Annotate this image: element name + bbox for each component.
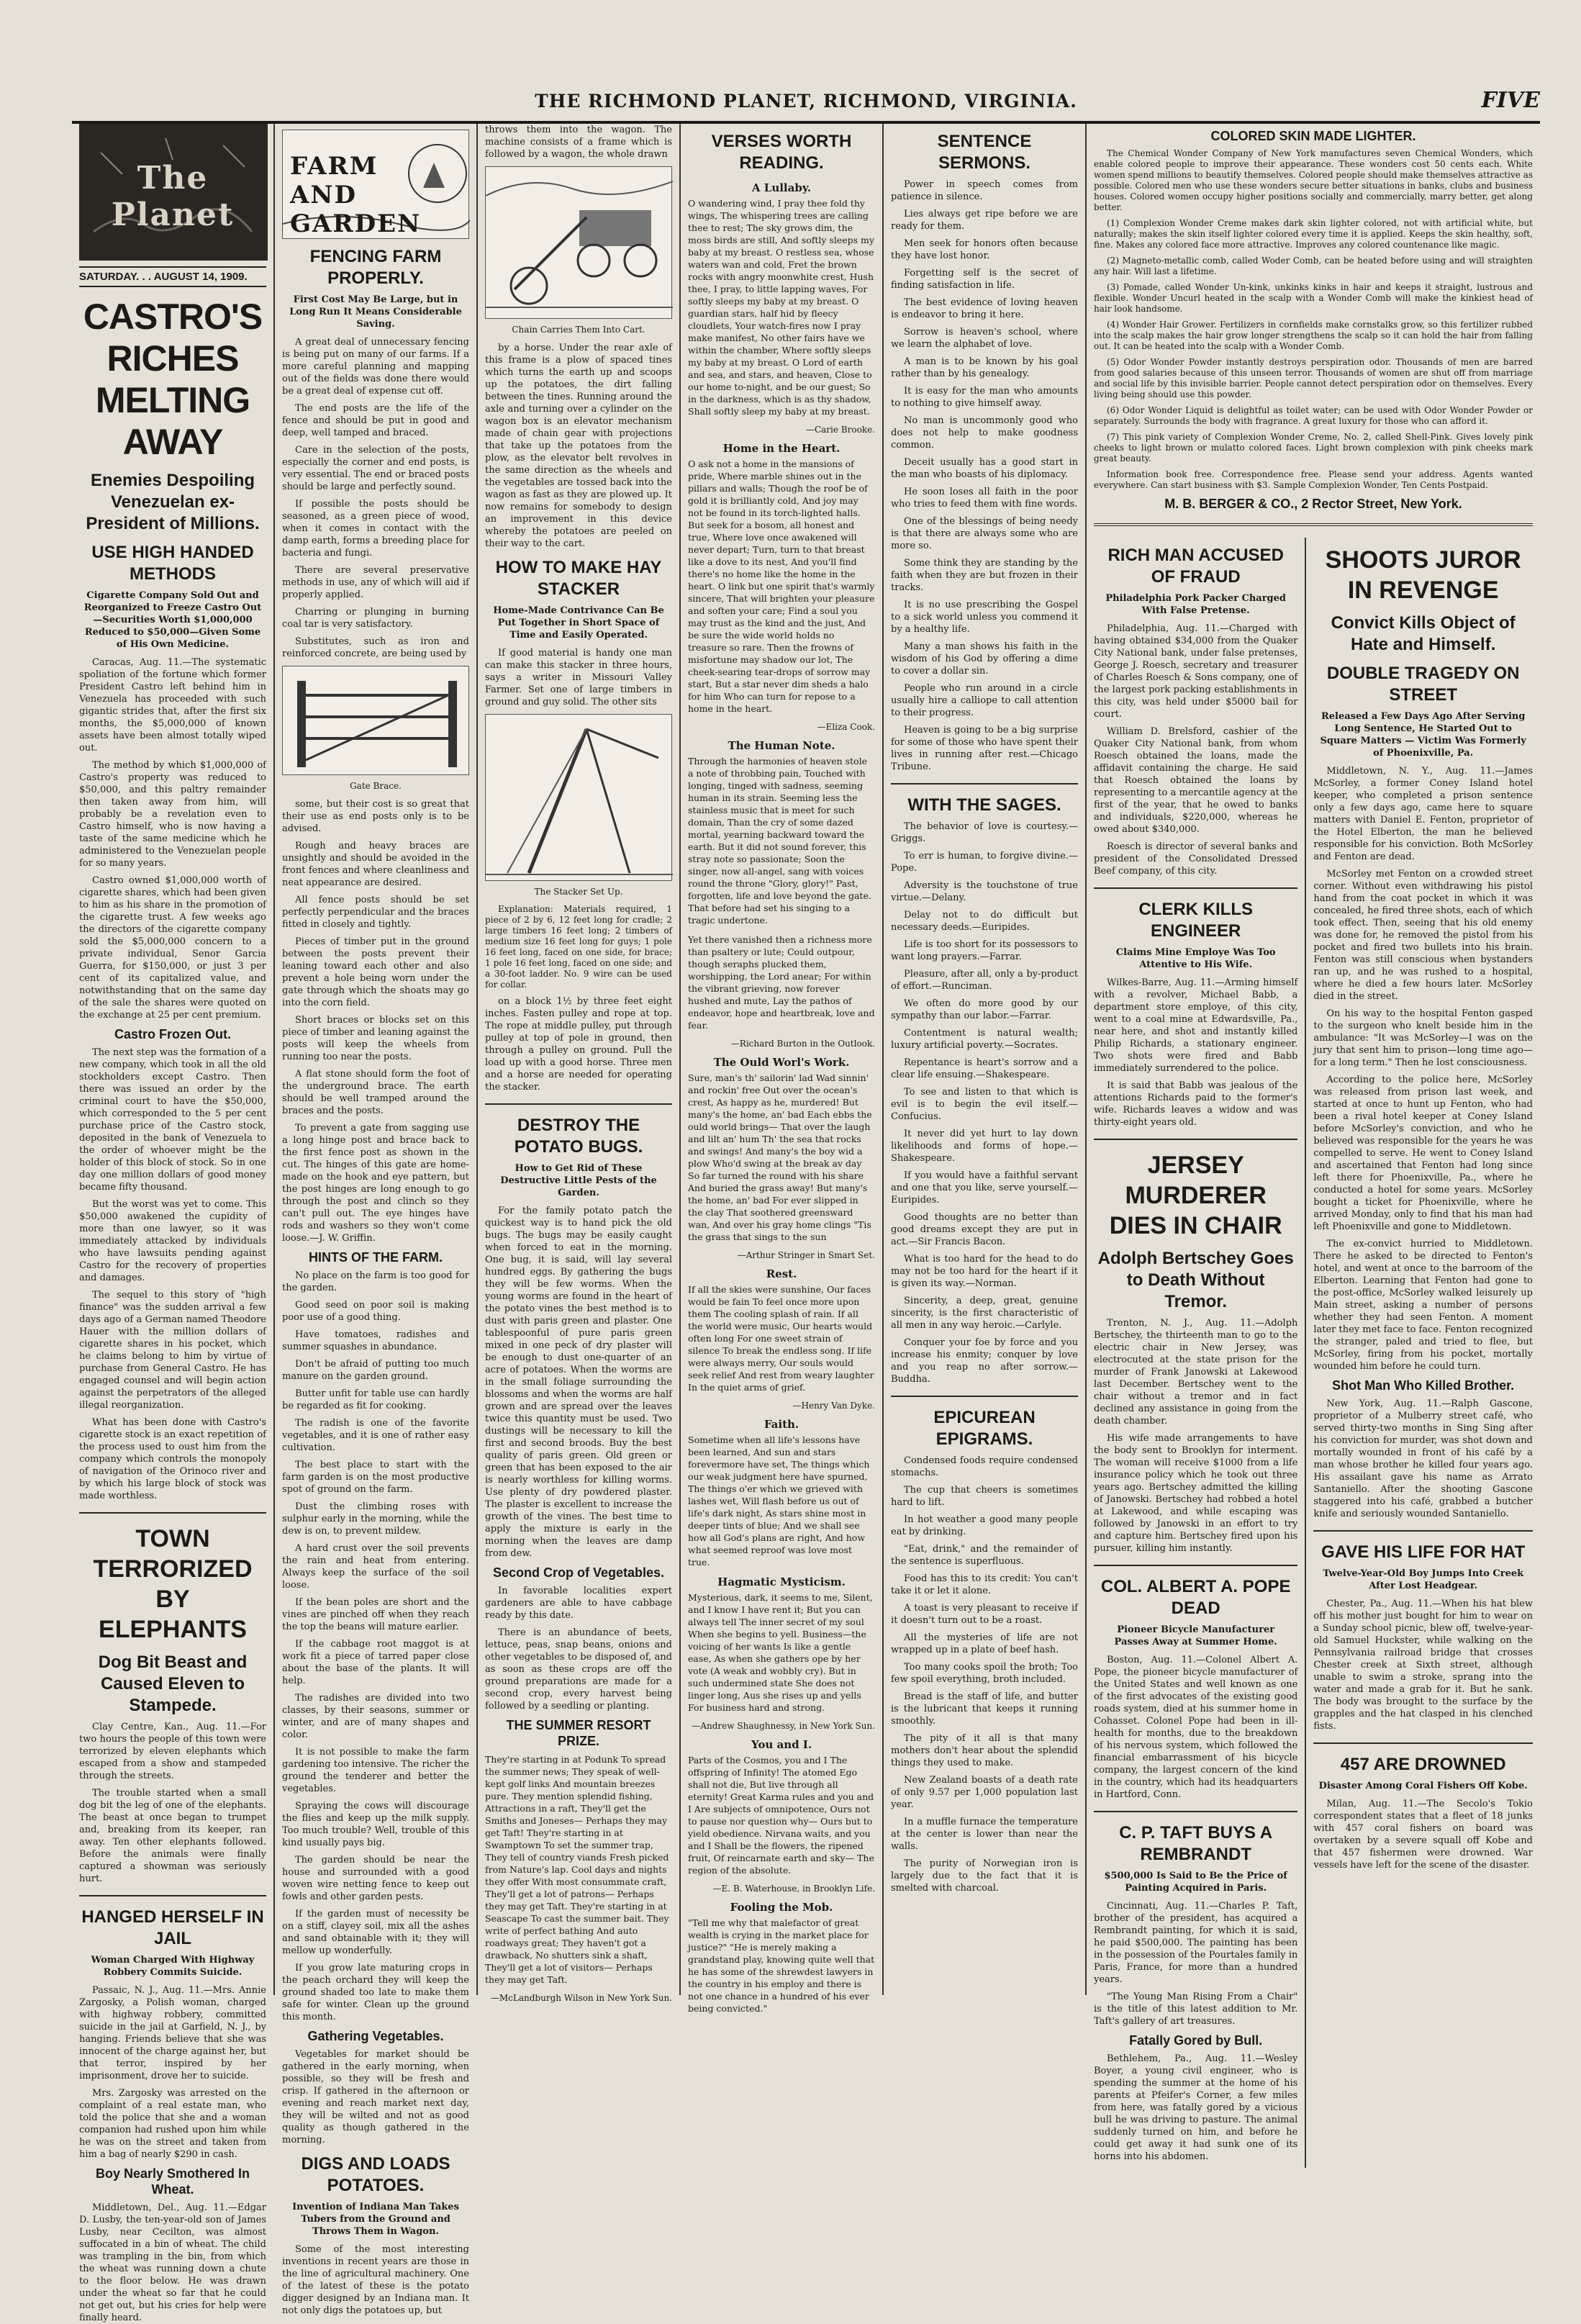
headline-verses: VERSES WORTH READING.	[711, 132, 852, 173]
article-paragraph: Spraying the cows will discourage the flies and keep up the milk supply. Too much trouble? Well, trouble of this kind usually pays big.	[282, 1801, 469, 1848]
sermon-item: Some think they are standing by the faith when they are but frozen in their tracks.	[891, 558, 1078, 593]
subhead-jail: Woman Charged With Highway Robbery Commits Suicide.	[91, 1955, 255, 1978]
article-paragraph: McSorley met Fenton on a crowded street corner. Without even withdrawing his pistol hand from the coat pocket in which it was concealed, he fired three shots, each of which took effect. Then, seeing that his old enemy was done for, he removed the pistol from his pocket and fired two bullets into his brain. Fenton was still conscious when bystanders ran up, and he was rushed to a hospital, where he died a few hours later. McSorley died in the street.	[1313, 869, 1533, 1002]
poem-signature: —Henry Van Dyke.	[792, 1401, 875, 1411]
column-3	[478, 124, 681, 2003]
headline-drowned: 457 ARE DROWNED	[1340, 1755, 1506, 1774]
subhead-clerk: Claims Mine Employe Was Too Attentive to His Wife.	[1115, 947, 1276, 970]
column-6	[1087, 124, 1540, 2162]
subhead-jersey: Adolph Bertschey Goes to Death Without Tremor.	[1097, 1249, 1294, 1311]
epigram-item: The purity of Norwegian iron is largely due to the fact that it is smelted with charcoal.	[891, 1858, 1078, 1894]
epigram-item: Bread is the staff of life, and butter is the lubricant that keeps it running smoothly.	[891, 1691, 1078, 1727]
column-6a	[1094, 538, 1306, 2168]
article-paragraph: What has been done with Castro's cigarette stock is an exact repetition of the process used to oust him from the company which controls the monopoly of navigation of the Orinoco river and by which his large block of stock was made worthless.	[79, 1417, 266, 1501]
article-paragraph: by a horse. Under the rear axle of this frame is a plow of spaced tines which turns the earth up and scoops up the potatoes, the dirt falling between the tines. Running around the axle and turning over a cylinder on the wagon box is an elevator mechanism made of chain gear with projections that take up the potatoes from the plow, as the elevator belt revolves in the same direction as the wheels and the vegetables are tossed back into the wagon as fast as they are plowed up. It now remains for somebody to design an improvement in this device whereby the potatoes are peeled on their way to the cart.	[485, 343, 672, 549]
article-paragraph: Some of the most interesting inventions in recent years are those in the line of agricultural machinery. One of the latest of these is the potato digger designed by an Indiana man. It not only digs the potatoes up, but	[282, 2244, 469, 2316]
headline-epigrams: EPICUREAN EPIGRAMS.	[933, 1408, 1036, 1449]
issue-date: SATURDAY. . . AUGUST 14, 1909.	[79, 266, 266, 287]
poem-body: O ask not a home in the mansions of pride, Where marble shines out in the pillars and walls; Though the roof be of gold it is brilliantly cold, And joy may not be found in its torch-lighted halls. But seek for a bosom, all honest and true, Where love once awakened will never depart; Turn, turn to that breast like a dove to its nest, And you'll find there's no home like the home in the heart. O link but one spirit that's warmly sincere, That will brighten your pleasure and soften your care; Find a soul you may trust as the kind and the just, And be sure the wide world holds no treasure so rare. Then the frowns of misfortune may shadow our lot, The cheek-searing tear-drops of sorrow may start, But a star never dim sheds a halo for him Who can turn for repose to a home in the heart.	[688, 458, 875, 714]
epigram-item: The cup that cheers is sometimes hard to lift.	[891, 1485, 1078, 1508]
sermon-item: Sorrow is heaven's school, where we learn the alphabet of love.	[891, 327, 1078, 350]
subhead-potato-bugs: How to Get Rid of These Destructive Little Pests of the Garden.	[500, 1163, 657, 1198]
poem-signature: —Arthur Stringer in Smart Set.	[737, 1250, 875, 1260]
article-paragraph: Clay Centre, Kan., Aug. 11.—For two hours the people of this town were terrorized by eleven elephants which escaped from a show and stampeded through the streets.	[79, 1722, 266, 1781]
divider	[1094, 1565, 1297, 1566]
epigram-item: In hot weather a good many people eat by drinking.	[891, 1514, 1078, 1537]
article-paragraph: William D. Brelsford, cashier of the Quaker City National bank, from whom Roesch obtained the loans, made the affidavit containing the charge. He said that Roesch obtained the loans by representing to a mercantile agency at the first of the year, that he owed to banks and individuals, $220,000, whereas he owed about $340,000.	[1094, 726, 1298, 835]
subhead-drowned: Disaster Among Coral Fishers Off Kobe.	[1318, 1781, 1528, 1791]
article-paragraph: To prevent a gate from sagging use a long hinge post and brace back to the first fence post as shown in the cut. The hinges of this gate are home-made on the hook and eye pattern, but the post hinges are long enough to go through the post and clinch so they can't pull out. The eye hinges have rods and washers so they won't come loose.—J. W. Griffin.	[282, 1123, 469, 1244]
article-paragraph: Cincinnati, Aug. 11.—Charles P. Taft, brother of the president, has acquired a Rembrandt painting, for which it is said, he paid $500,000. The painting has been in the possession of the Pourtales family in Paris, France, for more than a hundred years.	[1094, 1901, 1298, 1985]
poem-title: The Ould Worl's Work.	[713, 1056, 850, 1069]
poem-title: Fooling the Mob.	[730, 1901, 833, 1914]
article-paragraph: Substitutes, such as iron and reinforced concrete, are being used by	[282, 636, 469, 659]
headline-taft: C. P. TAFT BUYS A REMBRANDT	[1119, 1823, 1273, 1864]
article-paragraph: The trouble started when a small dog bit the leg of one of the elephants. The beast at once began to trumpet and, breaking from its keeper, ran away. Ten other elephants followed. Before the animals were finally captured a showman was seriously hurt.	[79, 1788, 266, 1884]
poem-title: Rest.	[766, 1267, 797, 1280]
subhead-fraud: Philadelphia Pork Packer Charged With False Pretense.	[1105, 593, 1287, 616]
epigram-list	[891, 1455, 1078, 1894]
epigram-item: A toast is very pleasant to receive if it doesn't turn out to be a roast.	[891, 1603, 1078, 1626]
potato-digger-illustration	[485, 166, 672, 319]
epigram-item: In a muffle furnace the temperature at the center is lower than near the walls.	[891, 1817, 1078, 1852]
poem-title: Hagmatic Mysticism.	[717, 1575, 846, 1588]
poem-signature: —Carie Brooke.	[805, 425, 875, 435]
headline-elephants: TOWN TERRORIZED BY ELEPHANTS	[93, 1525, 253, 1643]
article-paragraph: The next step was the formation of a new company, which took in all the old stockholders except Castro. Then there was issued an order by the criminal court to have the $50,000, which corresponded to the 5 per cent purchase price of the Castro stock, deposited in the bank of Venezuela to the order of whoever might be the holder of this block of stock. So in one day one million dollars of good money became fifty thousand.	[79, 1047, 266, 1193]
poem-body: "Tell me why that malefactor of great wealth is crying in the market place for justice?" "He is merely making a grandstand play, knowing quite well that he has some of the shrewdest lawyers in the country in his employ and there is not one chance in a hundred of his ever being convicted."	[688, 1917, 875, 2014]
article-paragraph: It is not possible to make the farm gardening too intensive. The richer the ground the tenderer and better the vegetables.	[282, 1747, 469, 1794]
epigram-item: New Zealand boasts of a death rate of only 9.57 per 1,000 population last year.	[891, 1775, 1078, 1810]
article-paragraph: Explanation: Materials required, 1 piece of 2 by 6, 12 feet long for cradle; 2 large timbers 16 feet long; 2 timbers of medium size 16 feet long for guys; 1 pole 16 feet long, faced on one side, for brace; 1 pole 16 feet long, faced on one side; and a 30-foot ladder. No. 9 wire can be used for collar.	[485, 904, 672, 990]
column-6b	[1306, 538, 1533, 2168]
poem-body: Sure, man's th' sailorin' lad Wad sinnin' and rockin' free Out over the ocean's crest, As happy as he, murdered! But many's the home, an' bad Each ebbs the ould world brings— That over the laugh and lilt an' hum Th' the sea that rocks and swings! And many's the boy wid a plow Who'd swing at the break av day So far turned the round with his share And buried the grass away! But many's the home, an' bad For ever slipped in the clay That soothered greensward wan, And over his gray home clings "Tis the grass that sings to the sun	[688, 1072, 872, 1242]
ad-item: (1) Complexion Wonder Creme makes dark skin lighter colored, not with artificial white, but naturally; makes the skin itself lighter colored every time it is applied. Keeps the skin healthy, soft, fine. Makes any colored face more attractive. Improves any colored countenance like magic.	[1094, 218, 1533, 250]
headline-sentence-sermons: SENTENCE SERMONS.	[937, 132, 1032, 173]
divider	[1094, 523, 1533, 526]
article-paragraph: Vegetables for market should be gathered in the early morning, when possible, so they will be fresh and crisp. If gathered in the afternoon or evening and reach market next day, they will be wilted and not as good quality as though gathered in the morning.	[282, 2049, 469, 2146]
article-paragraph: New York, Aug. 11.—Ralph Gascone, proprietor of a Mulberry street café, who served thirty-two months in Sing Sing after his conviction for murder, was shot down and mortally wounded in front of his café by a man whose brother he killed four years ago. His assailant gave his name as Arrato Santaniello. After the shooting Gascone staggered into his café, grabbed a butcher knife and seriously wounded Santaniello.	[1313, 1398, 1533, 1519]
article-paragraph: No place on the farm is too good for the garden.	[282, 1270, 469, 1293]
sermon-item: Forgetting self is the secret of finding satisfaction in life.	[891, 268, 1078, 291]
article-paragraph: Butter unfit for table use can hardly be regarded as fit for cooking.	[282, 1388, 469, 1411]
sages-list	[891, 820, 1078, 1385]
article-paragraph: "The Young Man Rising From a Chair" is the title of this latest addition to Mr. Taft's gallery of art treasures.	[1094, 1991, 1298, 2027]
epigram-item: Condensed foods require condensed stomachs.	[891, 1455, 1078, 1478]
epigram-item: The pity of it all is that many mothers don't hear about the splendid things they used to make.	[891, 1733, 1078, 1768]
sermon-item: Many a man shows his faith in the wisdom of his God by offering a dime to cover a dollar sin.	[891, 641, 1078, 677]
article-paragraph: His wife made arrangements to have the body sent to Brooklyn for interment. The woman will receive $1000 from a life insurance policy which he took out three years ago. Bertschey admitted the killing of Janowski. Bertschey had robbed a hotel at Lakewood, and while escaping was followed by Janowski in an effort to try and capture him. Bertschey fired upon his pursuer, killing him instantly.	[1094, 1433, 1298, 1554]
poem-body: Mysterious, dark, it seems to me, Silent, and I know I have rent it; But you can always tell The inner secret of my soul When she begins to yell. Business—the voicing of her wants Is like a gentle ease, As when she gathers ope by her vote (A weak and wobbly cry). But in such undermined state She does not linger long, Aus she rises up and yells For business hard and strong.	[688, 1592, 873, 1713]
poem-body: O wandering wind, I pray thee fold thy wings, The whispering trees are calling thee to rest; The sky grows dim, the moss birds are still, And softly sleeps my baby at my breast. O restless sea, whose waters wan and cold, Fret the brown rocks with angry moonwhite crest, Hush thee, I pray, to little lapping waves, For softly sleeps my baby at my breast. O guardian stars, half hid by fleecy cloudlets, Your watch-fires now I pray make manifest, No other fairs have we within the chamber, Where softly sleeps my baby at my breast. O Lord of earth and sea, and stars, and heaven, Close to our home to-night, and be our guest; So in the darkness, which is as thy shadow, Shall softly sleep my baby at my breast.	[688, 198, 874, 417]
divider	[1094, 887, 1297, 889]
article-paragraph: Middletown, Del., Aug. 11.—Edgar D. Lusby, the ten-year-old son of James Lusby, near Cecilton, was almost suffocated in a bin of wheat. The child was trampling in the bin, from which the wheat was running down a chute to the floor below. He was drawn under the wheat so far that he could not get out, but his cries for help were finally heard.	[79, 2202, 266, 2323]
ad-headline: COLORED SKIN MADE LIGHTER.	[1210, 129, 1416, 143]
sermon-item: The best evidence of loving heaven is endeavor to bring it here.	[891, 297, 1078, 320]
article-paragraph: A flat stone should form the foot of the underground brace. The earth should be well tramped around the braces and the posts.	[282, 1069, 469, 1116]
potato-digger-icon	[486, 167, 673, 318]
article-paragraph: Short braces or blocks set on this piece of timber and leaning against the posts will keep the wheels from running too near the posts.	[282, 1015, 469, 1062]
column-1	[72, 124, 275, 2323]
poem-signature: —Eliza Cook.	[817, 722, 875, 732]
sage-quote: To err is human, to forgive divine.—Pope.	[891, 851, 1078, 874]
sage-quote: Contentment is natural wealth; luxury artificial poverty.—Socrates.	[891, 1028, 1078, 1051]
article-paragraph: Don't be afraid of putting too much manure on the garden ground.	[282, 1359, 469, 1382]
article-paragraph: According to the police here, McSorley was released from prison last week, and started at once to hunt up Fenton, who had been a rival hotel keeper at Coney Island before McSorley's conviction, and who he believed was responsible for the years he was compelled to serve. He went to Coney Island and ascertained that Fenton had long since left there for Phoenixville, Pa., where he conducted a hotel for some years. McSorley bought a ticket for Phoenixville, where he arrived Monday, only to find that his man had left Phoenixville and gone to Middletown.	[1313, 1075, 1533, 1232]
divider	[1313, 1742, 1533, 1744]
sage-quote: Good thoughts are no better than good dreams except they are put in act.—Sir Francis Bacon.	[891, 1212, 1078, 1247]
divider	[1094, 1139, 1297, 1140]
sage-quote: To see and listen to that which is evil is to begin the evil itself.—Confucius.	[891, 1087, 1078, 1122]
caption: Chain Carries Them Into Cart.	[512, 325, 645, 335]
sermon-item: No man is uncommonly good who does not help to make goodness common.	[891, 415, 1078, 451]
ad-item: (4) Wonder Hair Grower. Fertilizers in cornfields make cornstalks grow, so this fertilizer rubbed into the scalp makes the hair grow longer strengthens the scalp so it can hold the hair from falling out. It can be heated into the scalp with a Wonder Comb.	[1094, 320, 1533, 351]
subhead-potatoes: Invention of Indiana Man Takes Tubers from the Ground and Throws Them in Wagon.	[292, 2202, 459, 2237]
headline-jersey: JERSEY MURDERER DIES IN CHAIR	[1109, 1152, 1282, 1239]
column-2	[275, 124, 478, 2316]
subhead-hay-stacker: Home-Made Contrivance Can Be Put Together in Short Space of Time and Easily Operated.	[493, 605, 664, 641]
poem-title: You and I.	[751, 1738, 812, 1751]
article-paragraph: A great deal of unnecessary fencing is being put on many of our farms. If a more careful planning and mapping out of the fields was done there would be a great deal of expense cut off.	[282, 337, 469, 397]
planet-logo	[79, 124, 266, 261]
article-paragraph: Passaic, N. J., Aug. 11.—Mrs. Annie Zargosky, a Polish woman, charged with highway robbery, committed suicide in the jail at Garfield, N. J., by hanging. Friends believe that she was innocent of the charge against her, but that terror, inspired by her imprisonment, drove her to suicide.	[79, 1985, 266, 2081]
article-paragraph: The end posts are the life of the fence and should be put in good and deep, well tamped and braced.	[282, 403, 469, 438]
farm-garden-title: FARM AND GARDEN	[290, 152, 422, 238]
sermon-item: Lies always get ripe before we are ready for them.	[891, 209, 1078, 232]
masthead	[72, 85, 1540, 124]
article-paragraph: Boston, Aug. 11.—Colonel Albert A. Pope, the pioneer bicycle manufacturer of the United States and well known as one of the first advocates of the existing good roads system, died at his summer home in Cohasset. Colonel Pope had been in ill-health for months, due to the breakdown of his nervous system, which followed the financial embarrassment of his bicycle company, the largest concern of the kind in the country, which had its headquarters in Hartford, Conn.	[1094, 1655, 1298, 1800]
sage-quote: The behavior of love is courtesy.—Griggs.	[891, 821, 1078, 844]
headline-hay-stacker: HOW TO MAKE HAY STACKER	[495, 558, 662, 599]
subhead-double-tragedy: DOUBLE TRAGEDY ON STREET	[1326, 664, 1520, 705]
farm-garden-banner	[282, 130, 469, 239]
article-paragraph: It is said that Babb was jealous of the attentions Richards paid to the former's wife. Richards leaves a widow and was thirty-eight years old.	[1094, 1080, 1298, 1128]
article-paragraph: There are several preservative methods in use, any of which will aid if properly applied.	[282, 565, 469, 600]
headline-castro: CASTRO'S RICHES MELTING AWAY	[83, 297, 263, 462]
headline-summer-resort: THE SUMMER RESORT PRIZE.	[506, 1718, 651, 1748]
sage-quote: Adversity is the touchstone of true virtue.—Delany.	[891, 880, 1078, 903]
headline-potatoes: DIGS AND LOADS POTATOES.	[301, 2154, 450, 2195]
sermon-item: Heaven is going to be a big surprise for some of those who have spent their lives in running after rest.—Chicago Tribune.	[891, 725, 1078, 772]
headline-clerk: CLERK KILLS ENGINEER	[1138, 900, 1254, 941]
article-paragraph: Pieces of timber put in the ground between the posts prevent their leaning toward each other and also prevent a hole being worn under the gate through which the shoats may go into the corn field.	[282, 936, 469, 1008]
hay-stacker-icon	[486, 715, 673, 880]
article-paragraph: If good material is handy one man can make this stacker in three hours, says a writer in Missouri Valley Farmer. Set one of large timbers in ground and guy solid. The other sits	[485, 648, 672, 707]
caption: The Stacker Set Up.	[534, 887, 623, 897]
article-paragraph: The method by which $1,000,000 of Castro's property was reduced to $50,000, and this paltry remainder then taken away from him, will probably be a revelation even to Castro himself, who is now having a taste of the same medicine which he administered to the Venezuelan people for so many years.	[79, 760, 266, 869]
headline-gathering: Gathering Vegetables.	[307, 2029, 444, 2043]
article-paragraph: Middletown, N. Y., Aug. 11.—James McSorley, a former Coney Island hotel keeper, who completed a prison sentence only a few days ago, came here to square matters with Daniel E. Fenton, proprietor of the Hotel Elberton, the man he believed responsible for his conviction. Both McSorley and Fenton are dead.	[1313, 766, 1533, 862]
subhead-fencing: First Cost May Be Large, but in Long Run It Means Considerable Saving.	[289, 294, 462, 330]
headline-juror: SHOOTS JUROR IN REVENGE	[1325, 546, 1521, 604]
article-paragraph: Caracas, Aug. 11.—The systematic spoliation of the fortune which former President Castro left behind him in Venezuela has proceeded with such gigantic strides that, after the first six months, the $5,000,000 of known assets have been almost totally wiped out.	[79, 657, 266, 754]
article-paragraph: On his way to the hospital Fenton gasped to the surgeon who knelt beside him in the ambulance: "It was McSorley—I was on the jury that sent him to prison—long time ago—for a long term." Then he lost consciousness.	[1313, 1008, 1533, 1068]
sage-quote: Sincerity, a deep, great, genuine sincerity, is the first characteristic of all men in any way heroic.—Carlyle.	[891, 1296, 1078, 1331]
sage-quote: Delay not to do difficult but necessary deeds.—Euripides.	[891, 910, 1078, 933]
headline-hat: GAVE HIS LIFE FOR HAT	[1321, 1542, 1526, 1562]
subhead: Castro Frozen Out.	[114, 1027, 231, 1041]
article-paragraph: If the bean poles are short and the vines are pinched off when they reach the top the beans will mature earlier.	[282, 1597, 469, 1632]
sermon-item: One of the blessings of being needy is that there are always some who are more so.	[891, 516, 1078, 551]
article-paragraph: Care in the selection of the posts, especially the corner and end posts, is very essential. The end or braced posts should be large and perfectly sound.	[282, 445, 469, 492]
headline-hints: HINTS OF THE FARM.	[309, 1250, 443, 1265]
subhead-elephants: Dog Bit Beast and Caused Eleven to Stampede.	[98, 1652, 248, 1715]
article-paragraph: The radishes are divided into two classes, by their seasons, summer or winter, and are of many shapes and color.	[282, 1693, 469, 1740]
sermon-item: It is easy for the man who amounts to nothing to give himself away.	[891, 386, 1078, 409]
poem-body: They're starting in at Podunk To spread the summer news; They speak of well-kept golf links And mountain breezes pure. They mention splendid fishing, Attractions in a raft, They'll get the Smiths and Joneses— Perhaps they may get Taft! They're starting in at Swamptown To set the summer trap, They tell of country viands Fresh picked from Nature's lap. Cool days and nights they offer With most consummate craft, They'll get a lot of patrons— Perhaps they may get Taft. They're starting in at Seascape To cast the summer bait. They write of perfect bathing And auto roadways great; They haven't got a drawback, No shutters sink a shaft, They'll get a lot of visitors— Perhaps they may get Taft.	[485, 1754, 669, 1985]
ad-paragraph: Information book free. Correspondence free. Please send your address. Agents wanted everywhere. Can start business with $3. Sample Complexion Wonder, Ten Cents Postpaid.	[1094, 469, 1533, 490]
article-paragraph: on a block 1½ by three feet eight inches. Fasten pulley and rope at top. The rope at middle pulley, put through pulley at top of pole in ground, then through a pulley on ground. Pull the load up with a good horse. Three men and a horse are needed for operating the stacker.	[485, 996, 672, 1093]
divider	[1094, 1811, 1297, 1812]
subhead-juror: Convict Kills Object of Hate and Himself.	[1331, 613, 1516, 654]
article-paragraph: Trenton, N. J., Aug. 11.—Adolph Bertschey, the thirteenth man to go to the electric chair in New Jersey, was electrocuted at the state prison for the murder of Frank Janowski at Lakewood last December. Bertschey went to the chair without a tremor and in fact declined any assistance in going from the death chamber.	[1094, 1318, 1298, 1426]
article-paragraph: If the garden must of necessity be on a stiff, clayey soil, mix all the ashes and sand obtainable with it; they will mellow up wonderfully.	[282, 1909, 469, 1956]
sermon-item: People who run around in a circle usually hire a calliope to call attention to their progress.	[891, 683, 1078, 718]
ad-item: (2) Magneto-metallic comb, called Woder Comb, can be heated before using and will straighten any hair. Will last a lifetime.	[1094, 256, 1533, 276]
sage-quote: Repentance is heart's sorrow and a clear life ensuing.—Shakespeare.	[891, 1057, 1078, 1080]
article-paragraph: The garden should be near the house and surrounded with a good woven wire netting fence to keep out fowls and other garden pests.	[282, 1855, 469, 1902]
article-paragraph: throws them into the wagon. The machine consists of a frame which is followed by a wagon, the whole drawn	[485, 125, 672, 160]
page-number: FIVE	[1481, 88, 1540, 113]
article-paragraph: If the cabbage root maggot is at work fit a piece of tarred paper close about the base of the plants. It will help.	[282, 1639, 469, 1686]
column-4	[681, 124, 884, 2014]
logo-lettering: The Planet	[111, 160, 235, 233]
sermon-item: Men seek for honors often because they have lost honor.	[891, 238, 1078, 261]
article-paragraph: Wilkes-Barre, Aug. 11.—Arming himself with a revolver, Michael Babb, a department store employe, of this city, went to a coal mine at Edwardsville, Pa., near here, and shot and instantly killed Philip Richards, a stationary engineer. Two shots were fired and Babb immediately surrendered to the police.	[1094, 977, 1298, 1074]
article-paragraph: For the family potato patch the quickest way is to hand pick the old bugs. The bugs may be easily caught when forced to eat in the morning. One bug, it is said, will lay several hundred eggs. By gathering the bugs they will be few worms. When the young worms are found in the heart of the potato vines the best method is to dust with paris green and plaster. One tablespoonful of pure paris green mixed in one peck of dry plaster will be enough to dust one-quarter of an acre of potatoes. When the worms are in the small foliage surrounding the blossoms and when the worms are half grown and are spread over the leaves twice this quantity must be used. Two dustings will be necessary to kill the first and second broods. Buy the best quality of paris green. Old green or green that has been exposed to the air is nearly worthless for killing worms. Use plenty of dry powdered plaster. The plaster is excellent to increase the growth of the vines. The best time to apply the mixture is early in the morning when the leaves are damp from dew.	[485, 1206, 672, 1559]
poem-signature: —E. B. Waterhouse, in Brooklyn Life.	[712, 1884, 875, 1894]
subhead-pope: Pioneer Bicycle Manufacturer Passes Away at Summer Home.	[1114, 1624, 1277, 1647]
deck-juror: Released a Few Days Ago After Serving Long Sentence, He Started Out to Square Matters — Victim Was Formerly of Phoenixville, Pa.	[1320, 711, 1526, 759]
article-paragraph: Roesch is director of several banks and president of the Consolidated Dressed Beef company, of this city.	[1094, 841, 1298, 877]
article-paragraph: There is an abundance of beets, lettuce, peas, snap beans, onions and other vegetables to be disposed of, and as soon as these crops are off the ground preparations are made for a second crop, every harvest being followed by a seedling or planting.	[485, 1627, 672, 1712]
article-paragraph: A hard crust over the soil prevents the rain and heat from entering. Always keep the surface of the soil loose.	[282, 1543, 469, 1591]
sage-quote: Life is too short for its possessors to want long prayers.—Farrar.	[891, 939, 1078, 962]
epigram-item: Too many cooks spoil the broth; Too few spoil everything, broth included.	[891, 1662, 1078, 1685]
divider	[1313, 1530, 1533, 1532]
article-paragraph: Philadelphia, Aug. 11.—Charged with having obtained $34,000 from the Quaker City National bank, under false pretenses, George J. Roesch, secretary and treasurer of Charles Roesch & Sons company, one of the largest pork packing establishments in this city, was held under $5000 bail for court.	[1094, 623, 1298, 720]
poem-signature: —McLandburgh Wilson in New York Sun.	[490, 1993, 672, 2003]
article-paragraph: some, but their cost is so great that their use as end posts only is to be advised.	[282, 799, 469, 834]
article-paragraph: Dust the climbing roses with sulphur early in the morning, while the dew is on, to prevent mildew.	[282, 1501, 469, 1537]
article-paragraph: If possible the posts should be seasoned, as a green piece of wood, when it comes in contact with the damp earth, forms a breeding place for bacteria and fungi.	[282, 499, 469, 559]
article-paragraph: In favorable localities expert gardeners are able to have cabbage ready by this date.	[485, 1586, 672, 1621]
headline-second-crop: Second Crop of Vegetables.	[492, 1565, 665, 1580]
ad-item: (3) Pomade, called Wonder Un-kink, unkinks kinks in hair and keeps it straight, lustrous and flexible. Wonder Uncurl heated in the scalp with a Wonder Comb will make the kinkiest head of hair look handsome.	[1094, 282, 1533, 314]
poem-body: If all the skies were sunshine, Our faces would be fain To feel once more upon them The cooling splash of rain. If all the world were music, Our hearts would often long For one sweet strain of silence To break the endless song. If life were always merry, Our souls would seek relief And rest from weary laughter In the quiet arms of grief.	[688, 1284, 874, 1393]
ad-signature: M. B. BERGER & CO., 2 Rector Street, New York.	[1164, 497, 1462, 511]
epigram-item: Food has this to its credit: You can't take it or let it alone.	[891, 1573, 1078, 1596]
sage-quote: It never did yet hurt to lay down likelihoods and forms of hope.—Shakespeare.	[891, 1129, 1078, 1164]
gate-brace-illustration	[282, 666, 469, 775]
headline-pope: COL. ALBERT A. POPE DEAD	[1100, 1577, 1291, 1618]
divider	[891, 1396, 1078, 1397]
article-paragraph: Have tomatoes, radishes and summer squashes in abundance.	[282, 1329, 469, 1352]
subhead-castro: Enemies Despoiling Venezuelan ex-President of Millions.	[86, 471, 260, 533]
ad-item: (6) Odor Wonder Liquid is delightful as toilet water; can be used with Odor Wonder Powder or separately. Surrounds the body with fragrance. A great luxury for those who can afford it.	[1094, 405, 1533, 426]
headline-sages: WITH THE SAGES.	[907, 795, 1061, 815]
headline-potato-bugs: DESTROY THE POTATO BUGS.	[514, 1116, 643, 1157]
poem-body: Parts of the Cosmos, you and I The offspring of Infinity! The atomed Ego shall not die, But live through all eternity! Great Karma rules and you and I Are subjects of omnipotence, Ours not to pause nor question why— Ours but to yield obedience. Nirvana waits, and you and I Shall be the flowers, the ripened fruit, Of reincarnate earth and sky— The region of the absolute.	[688, 1755, 874, 1876]
divider	[891, 783, 1078, 785]
caption: Gate Brace.	[350, 781, 402, 791]
newspaper-title: THE RICHMOND PLANET, RICHMOND, VIRGINIA.	[535, 91, 1077, 112]
sermon-item: It is no use prescribing the Gospel to a sick world unless you commend it by a healthy life.	[891, 600, 1078, 635]
poem-signature: —Andrew Shaughnessy, in New York Sun.	[692, 1721, 875, 1731]
epigram-item: All the mysteries of life are not wrapped up in a plate of beef hash.	[891, 1632, 1078, 1655]
article-paragraph: If you grow late maturing crops in the peach orchard they will keep the ground shaded too late to make them safe for winter. Clean up the ground this month.	[282, 1963, 469, 2022]
headline-shot-man: Shot Man Who Killed Brother.	[1332, 1378, 1515, 1393]
article-paragraph: Castro owned $1,000,000 worth of cigarette shares, which had been given to him as his share in the promotion of the cigarette trust. A few weeks ago the directors of the cigarette company sold the $5,000,000 concern to a private individual, Senor Garcia Guerra, for $150,000, or just 3 per cent of its capitalized value, and notwithstanding that on the same day of the sale the shares were quoted on the exchange at 25 per cent premium.	[79, 875, 266, 1021]
hay-stacker-illustration	[485, 714, 672, 881]
subhead-taft: $500,000 Is Said to Be the Price of Painting Acquired in Paris.	[1104, 1871, 1287, 1894]
article-paragraph: Bethlehem, Pa., Aug. 11.—Wesley Boyer, a young civil engineer, who is spending the summer at the home of his parents at Pfeifer's Corner, a few miles from here, was fatally gored by a vicious bull he was driving to pasture. The animal suddenly turned on him, and before he could get away it had sunk one of its horns into his abdomen.	[1094, 2053, 1298, 2162]
ad-paragraph: The Chemical Wonder Company of New York manufactures seven Chemical Wonders, which enable colored people to improve their appearance. These wonders cost 50 cents each. White women spend millions to beautify themselves. Colored people should make themselves attractive as possible. Colored men who use these wonders secure better situations in banks, clubs and business houses. Colored women occupy higher positions socially and commercially, marry better, get along better.	[1094, 148, 1533, 212]
poem-title: Faith.	[764, 1418, 799, 1431]
column-5	[884, 124, 1087, 1995]
subhead-hat: Twelve-Year-Old Boy Jumps Into Creek After Lost Headgear.	[1323, 1568, 1524, 1591]
article-paragraph: Mrs. Zargosky was arrested on the complaint of a real estate man, who told the police that she and a woman companion had rushed upon him while he was on the street and taken from him a bag of nearly $290 in cash.	[79, 2088, 266, 2160]
poem-body: Sometime when all life's lessons have been learned, And sun and stars forevermore have set, The things which our weak judgment here have spurned, The things o'er which we grieved with lashes wet, Will flash before us out of life's dark night, As stars shine most in deeper tints of blue; And we shall see how all God's plans are right, And how what seemed reproof was love most true.	[688, 1434, 870, 1568]
ad-items	[1094, 218, 1533, 464]
sermon-item: A man is to be known by his goal rather than by his genealogy.	[891, 356, 1078, 379]
headline-wheat: Boy Nearly Smothered In Wheat.	[95, 2166, 250, 2197]
ad-item: (7) This pink variety of Complexion Wonder Creme, No. 2, called Shell-Pink. Gives lovely pink cheeks to light brown or mulatto colored faces. Light brown complexion with pink cheeks mark great beauty.	[1094, 432, 1533, 464]
article-paragraph: The sequel to this story of "high finance" was the sudden arrival a few days ago of a German named Theodore Hauer with the million dollars of cigarette shares in his pocket, which he claims belong to him by virtue of purchase from General Castro. He has engaged counsel and will begin action against the perpetrators of the alleged illegal reorganization.	[79, 1290, 266, 1411]
sermon-item: Deceit usually has a good start in the man who boasts of his diplomacy.	[891, 457, 1078, 480]
article-paragraph: Chester, Pa., Aug. 11.—When his hat blew off his mother just bought for him to wear on a Sunday school picnic, blew off, twelve-year-old Samuel Huckster, while walking on the Pennsylvania railroad bridge that crosses Chester creek at Sixth street, although unable to swim a stroke, sprang into the water and made a grab for it. But he sank. The body was brought to the surface by the grapples and the hat clasped in his clenched fists.	[1313, 1599, 1533, 1732]
divider	[79, 1512, 266, 1514]
article-paragraph: Rough and heavy braces are unsightly and should be avoided in the front fences and where cleanliness and neat appearance are desired.	[282, 841, 469, 888]
sage-quote: Pleasure, after all, only a by-product of effort.—Runciman.	[891, 969, 1078, 992]
subhead-castro-2: USE HIGH HANDED METHODS	[91, 543, 254, 584]
poem-signature: —Richard Burton in the Outlook.	[730, 1039, 875, 1049]
sermon-item: He soon loses all faith in the poor who tries to feed them with fine words.	[891, 487, 1078, 510]
article-paragraph: But the worst was yet to come. This $50,000 awakened the cupidity of more than one lawyer, so it was immediately attacked by individuals who have lawsuits pending against Castro for the recovery of properties and damages.	[79, 1199, 266, 1283]
article-paragraph: The ex-convict hurried to Middletown. There he asked to be directed to Fenton's hotel, and went at once to the barroom of the Elberton. Learning that Fenton had gone to the post-office, McSorley walked leisurely up Main street, asking a number of persons whether they had seen Fenton. A moment later they met face to face. Fenton recognized the stranger, paled and tried to flee, but McSorley, firing from his pocket, mortally wounded him before he could turn.	[1313, 1239, 1533, 1372]
sermon-item: Power in speech comes from patience in silence.	[891, 179, 1078, 202]
article-paragraph: Milan, Aug. 11.—The Secolo's Tokio correspondent states that a fleet of 18 junks with 457 coral fishers on board was overtaken by a severe squall off Kobe and that 457 fishermen were drowned. War vessels have left for the scene of the disaster.	[1313, 1799, 1533, 1871]
article-paragraph: All fence posts should be set perfectly perpendicular and the braces fitted in closely and tightly.	[282, 895, 469, 930]
ad-item: (5) Odor Wonder Powder instantly destroys perspiration odor. Thousands of men are barred from good salaries because of this unseen terror. Thousands of women are shut off from marriage and social life by this invisible barrier. People cannot detect perspiration odor on themselves. Every living being should use this powder.	[1094, 357, 1533, 399]
article-paragraph: Charring or plunging in burning coal tar is very satisfactory.	[282, 607, 469, 630]
headline-fencing: FENCING FARM PROPERLY.	[309, 247, 442, 288]
poem-title: Home in the Heart.	[722, 442, 841, 455]
article-paragraph: Good seed on poor soil is making poor use of a good thing.	[282, 1300, 469, 1323]
sage-quote: If you would have a faithful servant and one that you like, serve yourself.—Euripides.	[891, 1170, 1078, 1206]
article-paragraph: The radish is one of the favorite vegetables, and it is one of rather easy cultivation.	[282, 1418, 469, 1453]
poem-body: Yet there vanished then a richness more than psaltery or lute; Could outpour, though seraphs plucked them, worshipping, the Lord anear; For within the vibrant grieving, now forever hushed and mute, Lay the pathos of endeavor, hope and heartbreak, love and fear.	[688, 934, 875, 1031]
headline-fraud: RICH MAN ACCUSED OF FRAUD	[1107, 546, 1284, 587]
gate-icon	[283, 666, 470, 774]
divider	[485, 1103, 672, 1105]
deck-castro: Cigarette Company Sold Out and Reorganized to Freeze Castro Out—Securities Worth $1,000,000 Reduced to $50,000—Given Some of His Own Medicine.	[83, 590, 262, 650]
headline-bull: Fatally Gored by Bull.	[1129, 2033, 1263, 2048]
sage-quote: We often do more good by our sympathy than our labor.—Farrar.	[891, 998, 1078, 1021]
epigram-item: "Eat, drink," and the remainder of the sentence is superfluous.	[891, 1544, 1078, 1567]
article-paragraph: The best place to start with the farm garden is on the most productive spot of ground on the farm.	[282, 1460, 469, 1495]
sage-quote: Conquer your foe by force and you increase his enmity; conquer by love and you reap no after sorrow.—Buddha.	[891, 1337, 1078, 1385]
headline-jail: HANGED HERSELF IN JAIL	[81, 1907, 264, 1948]
poem-body: Through the harmonies of heaven stole a note of throbbing pain, Touched with longing, tinged with sadness, seeming human in its strain. Seeming less the stainless music that is meet for such domain, Than the cry of some dazed mortal, yearning backward toward the earth. But it did not sound forever, this stray note so passionate; Soon the singer, now all-angel, sang with voices round the throne "Glory, glory!" Past, forgotten, life and love beyond the gate. That before had set his singing to a tragic undertone.	[688, 756, 871, 926]
poem-title: The Human Note.	[728, 739, 835, 752]
sage-quote: What is too hard for the head to do may not be too hard for the heart if it is given its way.—Norman.	[891, 1254, 1078, 1289]
divider	[79, 1895, 266, 1896]
sermon-list	[891, 178, 1078, 773]
poem-title: A Lullaby.	[751, 181, 812, 194]
